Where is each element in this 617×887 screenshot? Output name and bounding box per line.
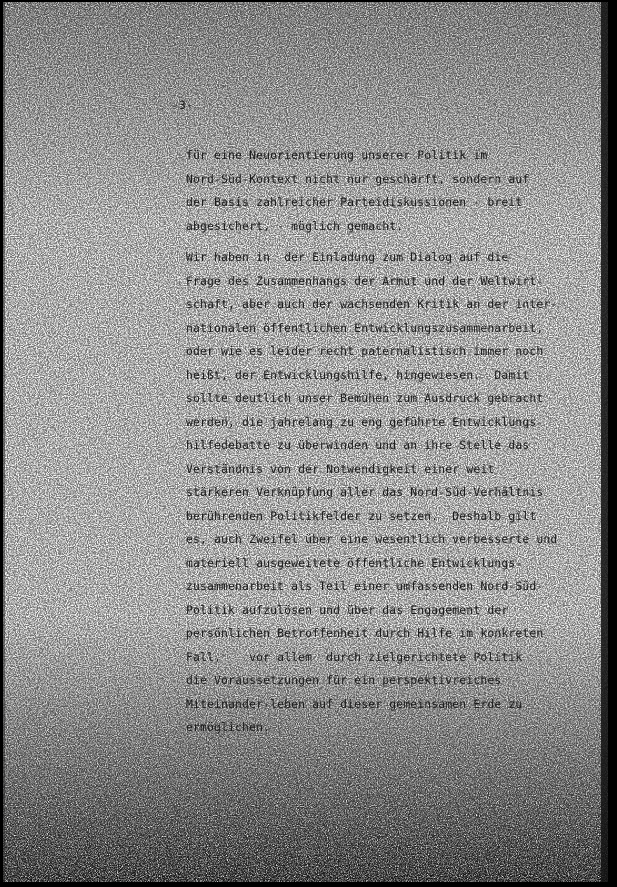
text-line: Verständnis von der Notwendigkeit einer weit [186, 461, 495, 476]
text-line: Miteinander-leben auf dieser gemeinsamen Erde zu [186, 696, 523, 711]
text-line: werden, die jahrelang zu eng geführte Entwicklungs- [186, 414, 544, 429]
text-line: Fall, vor allem durch zielgerichtete Politik [186, 649, 523, 664]
text-line: der Basis zahlreicher Parteidiskussionen - breit [186, 195, 523, 209]
text-line: persönlichen Betroffenheit durch Hilfe im konkreten [186, 626, 544, 640]
text-line: berührenden Politikfelder zu setzen. Deshalb gilt [186, 508, 537, 523]
page-number: -3- [172, 98, 194, 112]
text-line: ermöglichen. [186, 720, 271, 734]
text-line: zusammenarbeit als Teil einer umfassenden Nord-Süd- [186, 579, 544, 593]
text-line: stärkeren Verknüpfung aller das Nord-Süd-Verhältnis [186, 485, 544, 499]
text-line: heißt, der Entwicklungshilfe, hingewiesen. Damit [186, 367, 530, 382]
text-line: Nord-Süd-Kontext nicht nur geschärft, sondern auf [186, 172, 530, 186]
document-sheet [3, 2, 608, 882]
text-line: Wir haben in der Einladung zum Dialog auf die [186, 250, 509, 264]
text-line: abgesichert, - möglich gemacht. [186, 219, 404, 233]
text-line: die Voraussetzungen für ein perspektivreiches [186, 673, 502, 687]
text-line: Politik aufzulösen und über das Engagement der [186, 602, 509, 617]
text-line: schaft, aber auch der wachsenden Kritik an der inter- [186, 297, 558, 311]
text-line: oder wie es leider recht paternalistisch immer noch [186, 344, 544, 358]
text-line: Frage des Zusammenhangs der Armut und der Weltwirt- [186, 273, 544, 288]
text-line: es, auch Zweifel über eine wesentlich verbesserte und [186, 532, 558, 546]
text-line: für eine Neuorientierung unserer Politik im [186, 148, 488, 162]
text-line: nationalen öffentlichen Entwicklungszusammenarbeit, [186, 320, 544, 335]
text-line: sollte deutlich unser Bemühen zum Ausdruck gebracht [186, 391, 544, 405]
text-line: materiell ausgeweitete öffentliche Entwicklungs- [186, 555, 523, 570]
text-line: hilfedebatte zu überwinden und an ihre Stelle das [186, 438, 530, 452]
